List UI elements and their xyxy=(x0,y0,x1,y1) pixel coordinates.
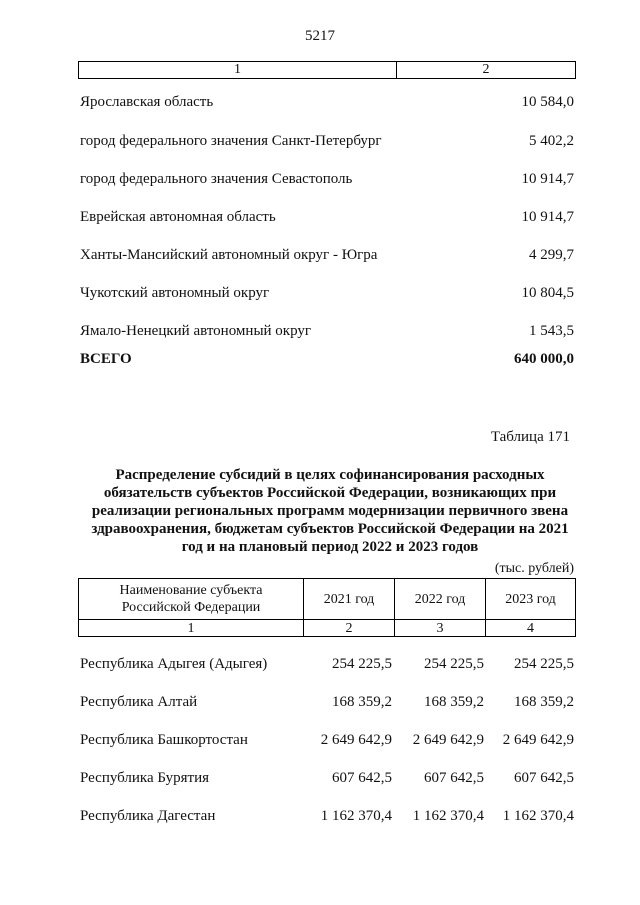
value-2022: 168 359,2 xyxy=(424,694,484,710)
table2-row xyxy=(80,656,574,676)
table-title xyxy=(70,466,590,556)
region-value: 5 402,2 xyxy=(529,133,574,149)
value-2022: 607 642,5 xyxy=(424,770,484,786)
region-value: 10 914,7 xyxy=(521,209,574,225)
table1-row xyxy=(80,133,574,153)
table1-row xyxy=(80,323,574,343)
region-name: Ханты-Мансийский автономный округ - Югра xyxy=(80,247,378,263)
value-2021: 607 642,5 xyxy=(332,770,392,786)
region-name: город федерального значения Санкт-Петербург xyxy=(80,133,382,149)
region-name: Республика Алтай xyxy=(80,694,198,710)
total-label: ВСЕГО xyxy=(80,351,132,367)
region-name: Республика Адыгея (Адыгея) xyxy=(80,656,268,672)
col-number: 2 xyxy=(304,620,395,637)
table1-row xyxy=(80,94,574,114)
region-name: Ярославская область xyxy=(80,94,214,110)
value-2023: 1 162 370,4 xyxy=(502,808,574,824)
title-line: год и на плановый период 2022 и 2023 годов xyxy=(181,539,479,555)
table2-row xyxy=(80,732,574,752)
title-line: Распределение субсидий в целях софинансирования расходных xyxy=(115,467,545,483)
header-2022: 2022 год xyxy=(395,579,486,620)
col-number: 4 xyxy=(486,620,576,637)
table1-header-col1: 1 xyxy=(79,62,397,78)
title-line: здравоохранения, бюджетам субъектов Российской Федерации на 2021 xyxy=(91,521,569,537)
region-name: Чукотский автономный округ xyxy=(80,285,270,301)
page-number: 5217 xyxy=(305,28,335,44)
value-2021: 2 649 642,9 xyxy=(320,732,392,748)
table1-row xyxy=(80,209,574,229)
title-line: обязательств субъектов Российской Федерации, возникающих при xyxy=(103,485,557,501)
value-2023: 254 225,5 xyxy=(514,656,574,672)
table1-header xyxy=(78,61,576,79)
value-2022: 2 649 642,9 xyxy=(412,732,484,748)
table1-total-row xyxy=(80,351,574,371)
region-name: город федерального значения Севастополь xyxy=(80,171,353,187)
table1-row xyxy=(80,285,574,305)
region-name: Ямало-Ненецкий автономный округ xyxy=(80,323,312,339)
total-value: 640 000,0 xyxy=(514,351,574,367)
col-number: 3 xyxy=(395,620,486,637)
value-2023: 168 359,2 xyxy=(514,694,574,710)
header-2021: 2021 год xyxy=(304,579,395,620)
header-name-cell xyxy=(79,579,304,620)
value-2023: 607 642,5 xyxy=(514,770,574,786)
title-line: реализации региональных программ модернизации первичного звена xyxy=(91,503,569,519)
region-value: 4 299,7 xyxy=(529,247,574,263)
region-value: 10 804,5 xyxy=(521,285,574,301)
table1-row xyxy=(80,171,574,191)
units-label: (тыс. рублей) xyxy=(494,561,574,576)
value-2022: 254 225,5 xyxy=(424,656,484,672)
header-name-line2: Российской Федерации xyxy=(121,600,261,615)
table2-row xyxy=(80,694,574,714)
header-name-line1: Наименование субъекта xyxy=(119,583,263,598)
table1-row xyxy=(80,247,574,267)
col-number: 1 xyxy=(79,620,304,637)
header-2023: 2023 год xyxy=(486,579,576,620)
region-name: Республика Башкортостан xyxy=(80,732,248,748)
table-number: Таблица 171 xyxy=(490,429,570,445)
region-value: 10 584,0 xyxy=(521,94,574,110)
value-2022: 1 162 370,4 xyxy=(412,808,484,824)
region-name: Республика Бурятия xyxy=(80,770,210,786)
value-2021: 1 162 370,4 xyxy=(320,808,392,824)
table1-header-col2: 2 xyxy=(482,62,490,77)
table2-row xyxy=(80,770,574,790)
region-name: Республика Дагестан xyxy=(80,808,216,824)
region-name: Еврейская автономная область xyxy=(80,209,276,225)
value-2021: 168 359,2 xyxy=(332,694,392,710)
region-value: 10 914,7 xyxy=(521,171,574,187)
table2-row xyxy=(80,808,574,828)
value-2023: 2 649 642,9 xyxy=(502,732,574,748)
value-2021: 254 225,5 xyxy=(332,656,392,672)
table2-header xyxy=(78,578,576,637)
region-value: 1 543,5 xyxy=(529,323,574,339)
